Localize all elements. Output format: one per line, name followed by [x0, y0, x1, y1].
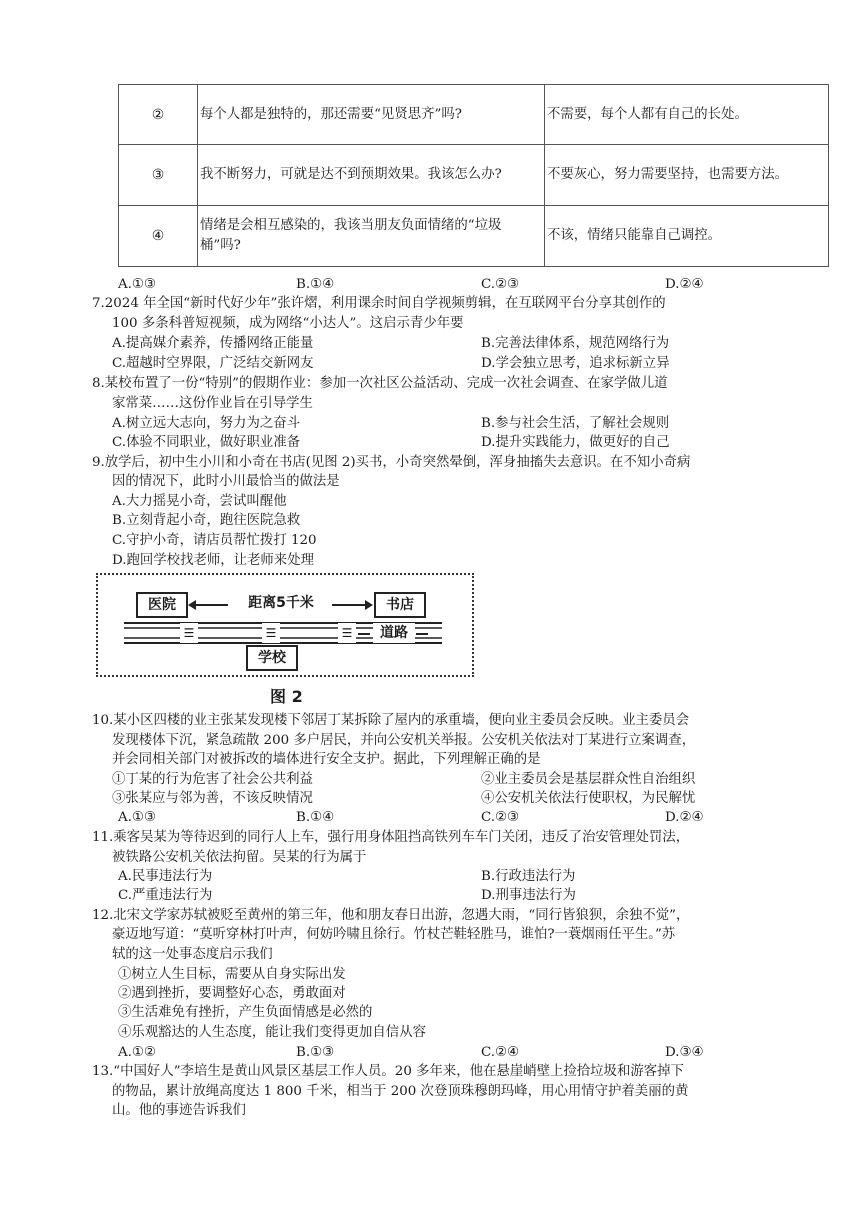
- row-number: ②: [119, 85, 198, 145]
- row-answer: 不该，情绪只能靠自己调控。: [545, 206, 829, 267]
- bookstore-box: 书店: [374, 592, 426, 618]
- lane-mark: ☰: [180, 623, 198, 643]
- q9-option-d: D.跑回学校找老师，让老师来处理: [112, 553, 314, 568]
- q10-option-d: D.②④: [665, 810, 704, 825]
- q12-option-b: B.①③: [296, 1045, 335, 1060]
- q11-option-c: C.严重违法行为: [118, 888, 213, 903]
- q12-statement-4: ④乐观豁达的人生态度，能让我们变得更加自信从容: [118, 1025, 426, 1040]
- table-row: [119, 145, 829, 206]
- table-row: [119, 206, 829, 267]
- q7-option-a: A.提高媒介素养，传播网络正能量: [112, 336, 314, 351]
- q12-statement-1: ①树立人生目标，需要从自身实际出发: [118, 967, 346, 982]
- road-label: 道路: [373, 623, 415, 643]
- lane-mark: ☰: [338, 623, 356, 643]
- q7-option-d: D.学会独立思考，追求标新立异: [481, 356, 670, 371]
- q8-option-a: A.树立远大志向，努力为之奋斗: [112, 416, 301, 431]
- row-number: ④: [119, 206, 198, 267]
- q10-stem: 10.某小区四楼的业主张某发现楼下邻居丁某拆除了屋内的承重墙，便向业主委员会反映。业主委员会: [92, 713, 690, 728]
- q8-option-b: B.参与社会生活，了解社会规则: [481, 416, 670, 431]
- q10-statement-2: ②业主委员会是基层群众性自治组织: [481, 772, 696, 787]
- q11-option-d: D.刑事违法行为: [481, 888, 576, 903]
- q8-stem-cont: 家常菜……这份作业旨在引导学生: [112, 396, 313, 411]
- q11-option-b: B.行政违法行为: [481, 869, 576, 884]
- q11-stem: 11.乘客吴某为等待迟到的同行人上车，强行用身体阻挡高铁列车车门关闭，违反了治安管理处罚法，: [92, 830, 690, 845]
- q13-stem: 13.“中国好人”李培生是黄山风景区基层工作人员。20 多年来，他在悬崖峭壁上捡拾垃圾和游客掉下: [92, 1064, 684, 1079]
- q7-stem-cont: 100 多条科普短视频，成为网络“小达人”。这启示青少年要: [112, 316, 464, 331]
- q10-option-c: C.②③: [481, 810, 520, 825]
- q9-option-a: A.大力摇晃小奇，尝试叫醒他: [112, 494, 287, 509]
- q12-option-d: D.③④: [665, 1045, 704, 1060]
- q6-option-b: B.①④: [296, 277, 335, 292]
- lane-mark: ☰: [262, 623, 280, 643]
- row-question: 我不断努力，可就是达不到预期效果。我该怎么办?: [198, 145, 545, 206]
- q8-option-c: C.体验不同职业，做好职业准备: [112, 435, 301, 450]
- figure-caption: 图 2: [270, 687, 303, 706]
- q12-stem-cont: 轼的这一处事态度启示我们: [112, 947, 273, 962]
- q7-option-c: C.超越时空界限，广泛结交新网友: [112, 356, 314, 371]
- q6-option-c: C.②③: [481, 277, 520, 292]
- q11-option-a: A.民事违法行为: [118, 869, 213, 884]
- q9-stem-cont: 因的情况下，此时小川最恰当的做法是: [112, 474, 340, 489]
- q8-stem: 8.某校布置了一份“特别”的假期作业：参加一次社区公益活动、完成一次社会调查、在家学做儿道: [92, 376, 668, 391]
- q10-option-b: B.①④: [296, 810, 335, 825]
- row-number: ③: [119, 145, 198, 206]
- q10-option-a: A.①③: [118, 810, 156, 825]
- q10-stem-cont: 并会同相关部门对被拆改的墙体进行安全支护。据此，下列理解正确的是: [112, 752, 541, 767]
- row-answer: 不要灰心，努力需要坚持，也需要方法。: [545, 145, 829, 206]
- hospital-box: 医院: [136, 592, 188, 618]
- q7-stem: 7.2024 年全国“新时代好少年”张许熠，利用课余时间自学视频剪辑，在互联网平台分享其创作的: [92, 296, 666, 311]
- q12-statement-3: ③生活难免有挫折，产生负面情感是必然的: [118, 1005, 373, 1020]
- q9-stem: 9.放学后，初中生小川和小奇在书店(见图 2)买书，小奇突然晕倒，浑身抽搐失去意识。在不知小奇病: [92, 455, 691, 470]
- q12-stem: 12.北宋文学家苏轼被贬至黄州的第三年，他和朋友春日出游，忽遇大雨，“同行皆狼狈，余独不觉”，: [92, 908, 690, 923]
- q12-option-c: C.②④: [481, 1045, 520, 1060]
- q7-option-b: B.完善法律体系，规范网络行为: [481, 336, 670, 351]
- q9-option-b: B.立刻背起小奇，跑往医院急救: [112, 513, 301, 528]
- q13-stem-cont: 的物品，累计放绳高度达 1 800 千米，相当于 200 次登顶珠穆朗玛峰，用心用情守护着美丽的黄: [112, 1084, 689, 1099]
- q12-statement-2: ②遇到挫折，要调整好心态，勇敢面对: [118, 986, 346, 1001]
- row-question: 每个人都是独特的，那还需要“见贤思齐”吗?: [198, 85, 545, 145]
- school-box: 学校: [246, 645, 298, 671]
- q6-option-d: D.②④: [665, 277, 704, 292]
- q11-stem-cont: 被铁路公安机关依法拘留。吴某的行为属于: [112, 850, 367, 865]
- q6-option-a: A.①③: [118, 277, 156, 292]
- q10-statement-4: ④公安机关依法行使职权，为民解忧: [481, 791, 696, 806]
- q8-option-d: D.提升实践能力，做更好的自己: [481, 435, 670, 450]
- table-row: [119, 85, 829, 145]
- figure-map: [96, 573, 474, 677]
- q10-stem-cont: 发现楼体下沉，紧急疏散 200 多户居民，并向公安机关举报。公安机关依法对丁某进行立案调查，: [112, 733, 696, 748]
- q13-stem-cont: 山。他的事迹告诉我们: [112, 1103, 246, 1118]
- q12-option-a: A.①②: [118, 1045, 156, 1060]
- qa-table: [118, 84, 829, 267]
- q12-stem-cont: 豪迈地写道：“莫听穿林打叶声，何妨吟啸且徐行。竹杖芒鞋轻胜马，谁怕?一蓑烟雨任平生。”苏: [112, 927, 676, 942]
- row-question: 情绪是会相互感染的，我该当朋友负面情绪的“垃圾桶”吗?: [198, 206, 545, 267]
- q10-statement-3: ③张某应与邻为善，不该反映情况: [112, 791, 313, 806]
- q9-option-c: C.守护小奇，请店员帮忙拨打 120: [112, 533, 317, 548]
- distance-label: 距离5千米: [248, 595, 314, 611]
- q10-statement-1: ①丁某的行为危害了社会公共利益: [112, 772, 313, 787]
- row-answer: 不需要，每个人都有自己的长处。: [545, 85, 829, 145]
